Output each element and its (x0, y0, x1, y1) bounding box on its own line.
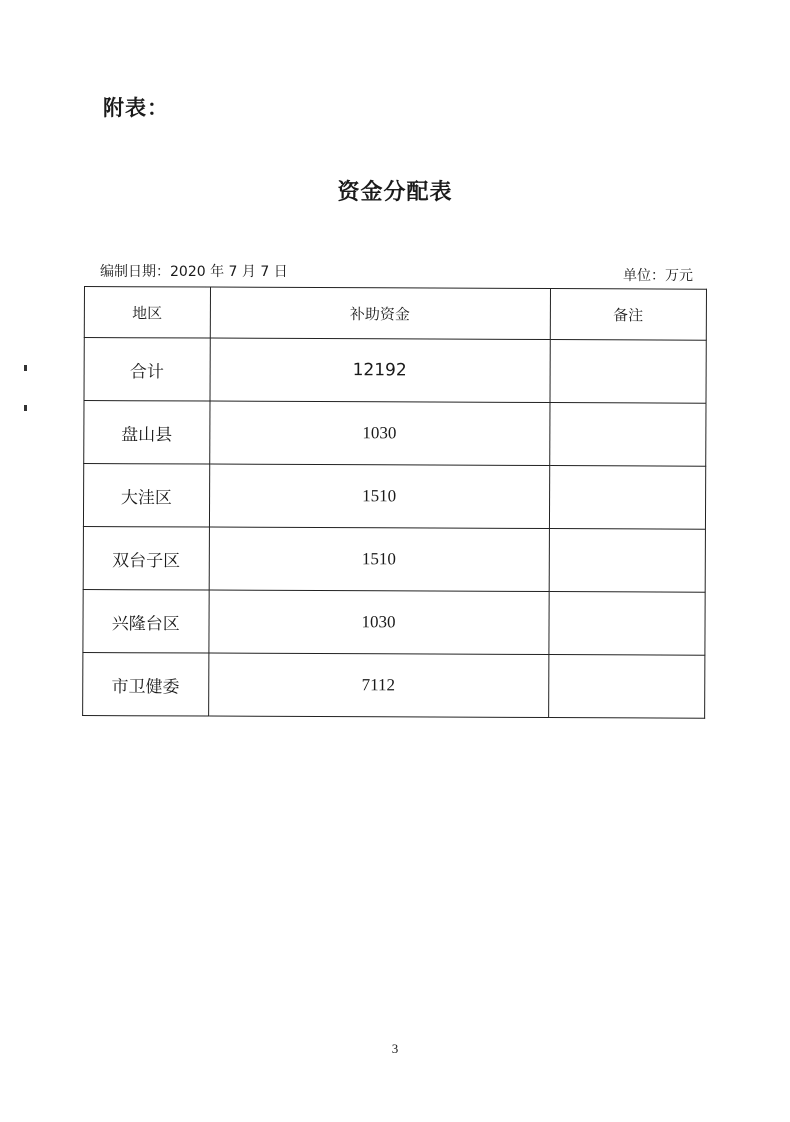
table-row (84, 401, 706, 467)
cell-region: 双台子区 (83, 526, 209, 590)
cell-amount: 12192 (210, 338, 550, 402)
cell-region: 大洼区 (83, 464, 209, 528)
attachment-label: 附表： (103, 96, 169, 120)
cell-amount: 7112 (208, 653, 548, 717)
table-header-row (84, 287, 706, 341)
header-region: 地区 (84, 287, 210, 339)
cell-note (549, 466, 706, 530)
compile-date: 编制日期：2020 年 7 月 7 日 (100, 264, 288, 280)
table-row-total (84, 338, 706, 404)
cell-amount: 1510 (209, 464, 549, 528)
fund-allocation-table (82, 286, 707, 719)
cell-region: 盘山县 (84, 401, 210, 465)
page-number: 3 (391, 1041, 399, 1056)
cell-region: 合计 (84, 338, 210, 402)
cell-region: 兴隆台区 (83, 589, 209, 653)
scan-artifact (24, 405, 27, 411)
table-row (83, 464, 705, 530)
table-row (83, 526, 705, 592)
page-title: 资金分配表 (337, 180, 453, 205)
scan-artifact (24, 365, 27, 371)
cell-note (549, 403, 706, 467)
cell-note (550, 340, 707, 404)
table-row (83, 589, 705, 655)
header-subsidy-amount: 补助资金 (210, 287, 550, 339)
cell-note (549, 529, 706, 593)
cell-note (548, 655, 705, 719)
header-remarks: 备注 (550, 289, 707, 341)
unit-label: 单位：万元 (623, 268, 693, 284)
cell-region: 市卫健委 (83, 652, 209, 716)
cell-amount: 1030 (209, 401, 549, 465)
cell-amount: 1510 (209, 527, 549, 591)
cell-note (548, 592, 705, 656)
cell-amount: 1030 (208, 590, 548, 654)
table-row (83, 652, 705, 718)
